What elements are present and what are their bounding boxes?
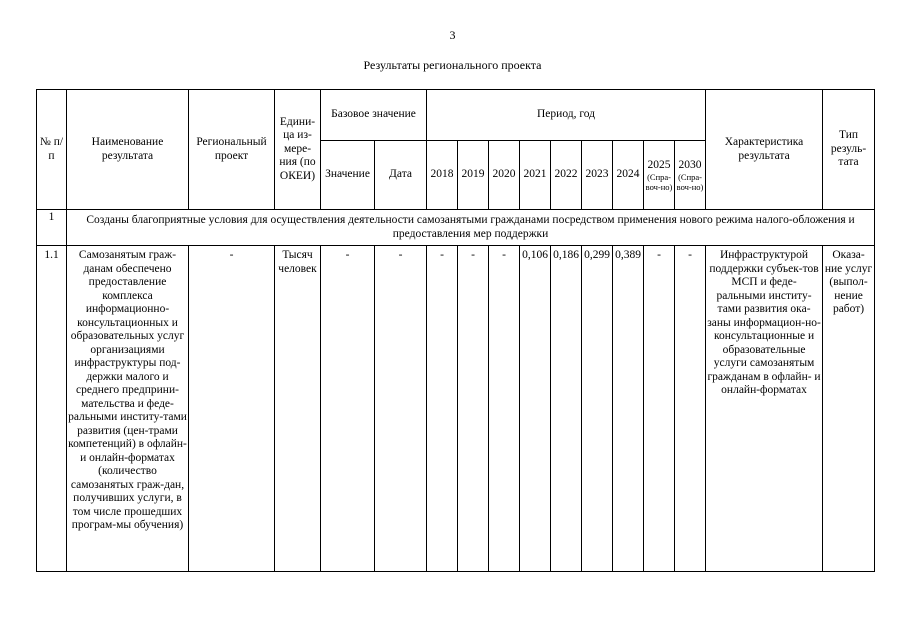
row-type: Оказа-ние услуг (выпол-нение работ) [823,246,875,572]
header-year-2021: 2021 [520,141,551,210]
row-value-2030: - [675,246,706,572]
header-year-2024: 2024 [613,141,644,210]
row-unit: Тысяч человек [275,246,321,572]
row-num: 1.1 [37,246,67,572]
header-characteristic: Характеристика результата [706,90,823,210]
year-2030-label: 2030 [678,158,702,171]
header-unit: Едини-ца из-мере-ния (по ОКЕИ) [275,90,321,210]
header-project: Региональный проект [189,90,275,210]
page-title: Результаты регионального проекта [363,58,542,72]
row-value-2021: 0,106 [520,246,551,572]
header-year-2023: 2023 [582,141,613,210]
row-value-2018: - [427,246,458,572]
header-year-2022: 2022 [551,141,582,210]
row-value-2022: 0,186 [551,246,582,572]
row-base-date: - [375,246,427,572]
row-value-2019: - [458,246,489,572]
header-base-value: Значение [321,141,375,210]
group-title: Созданы благоприятные условия для осуществления деятельности самозанятыми гражданами посредством применения нового режима налого-обложения и предоставления мер поддержки [67,210,875,246]
header-type: Тип резуль-тата [823,90,875,210]
row-base-value: - [321,246,375,572]
year-2025-label: 2025 [647,158,671,171]
row-value-2024: 0,389 [613,246,644,572]
header-base-date: Дата [375,141,427,210]
results-table [36,89,875,572]
header-num: № п/п [37,90,67,210]
page-number: 3 [449,28,456,42]
header-year-2020: 2020 [489,141,520,210]
row-value-2020: - [489,246,520,572]
header-name: Наименование результата [67,90,189,210]
row-value-2023: 0,299 [582,246,613,572]
header-base: Базовое значение [321,90,427,141]
header-year-2030 [675,141,706,210]
year-2030-note: (Спра-воч-но) [676,171,704,192]
header-year-2018: 2018 [427,141,458,210]
row-project: - [189,246,275,572]
table-row [37,246,875,572]
header-year-2019: 2019 [458,141,489,210]
row-characteristic: Инфраструктурой поддержки субъек-тов МСП и феде-ральными институ-тами развития ока-заны информацион-но-консультационные и образовательные услуги самозанятым гражданам в офлайн- и онлайн-форматах [706,246,823,572]
year-2025-note: (Спра-воч-но) [645,171,673,192]
row-name: Самозанятым граж-данам обеспечено предоставление комплекса информационно-консультационных и образовательных услуг организациями инфраструктуры под-держки малого и среднего предприни-мательства и феде-ральными институ-тами развития (цен-трами компетенций) в офлайн- и онлайн-форматах (количество самозанятых граж-дан, получивших услуги, в том числе прошедших програм-мы обучения) [67,246,189,572]
row-value-2025: - [644,246,675,572]
group-num: 1 [37,210,67,246]
header-year-2025 [644,141,675,210]
header-period: Период, год [427,90,706,141]
